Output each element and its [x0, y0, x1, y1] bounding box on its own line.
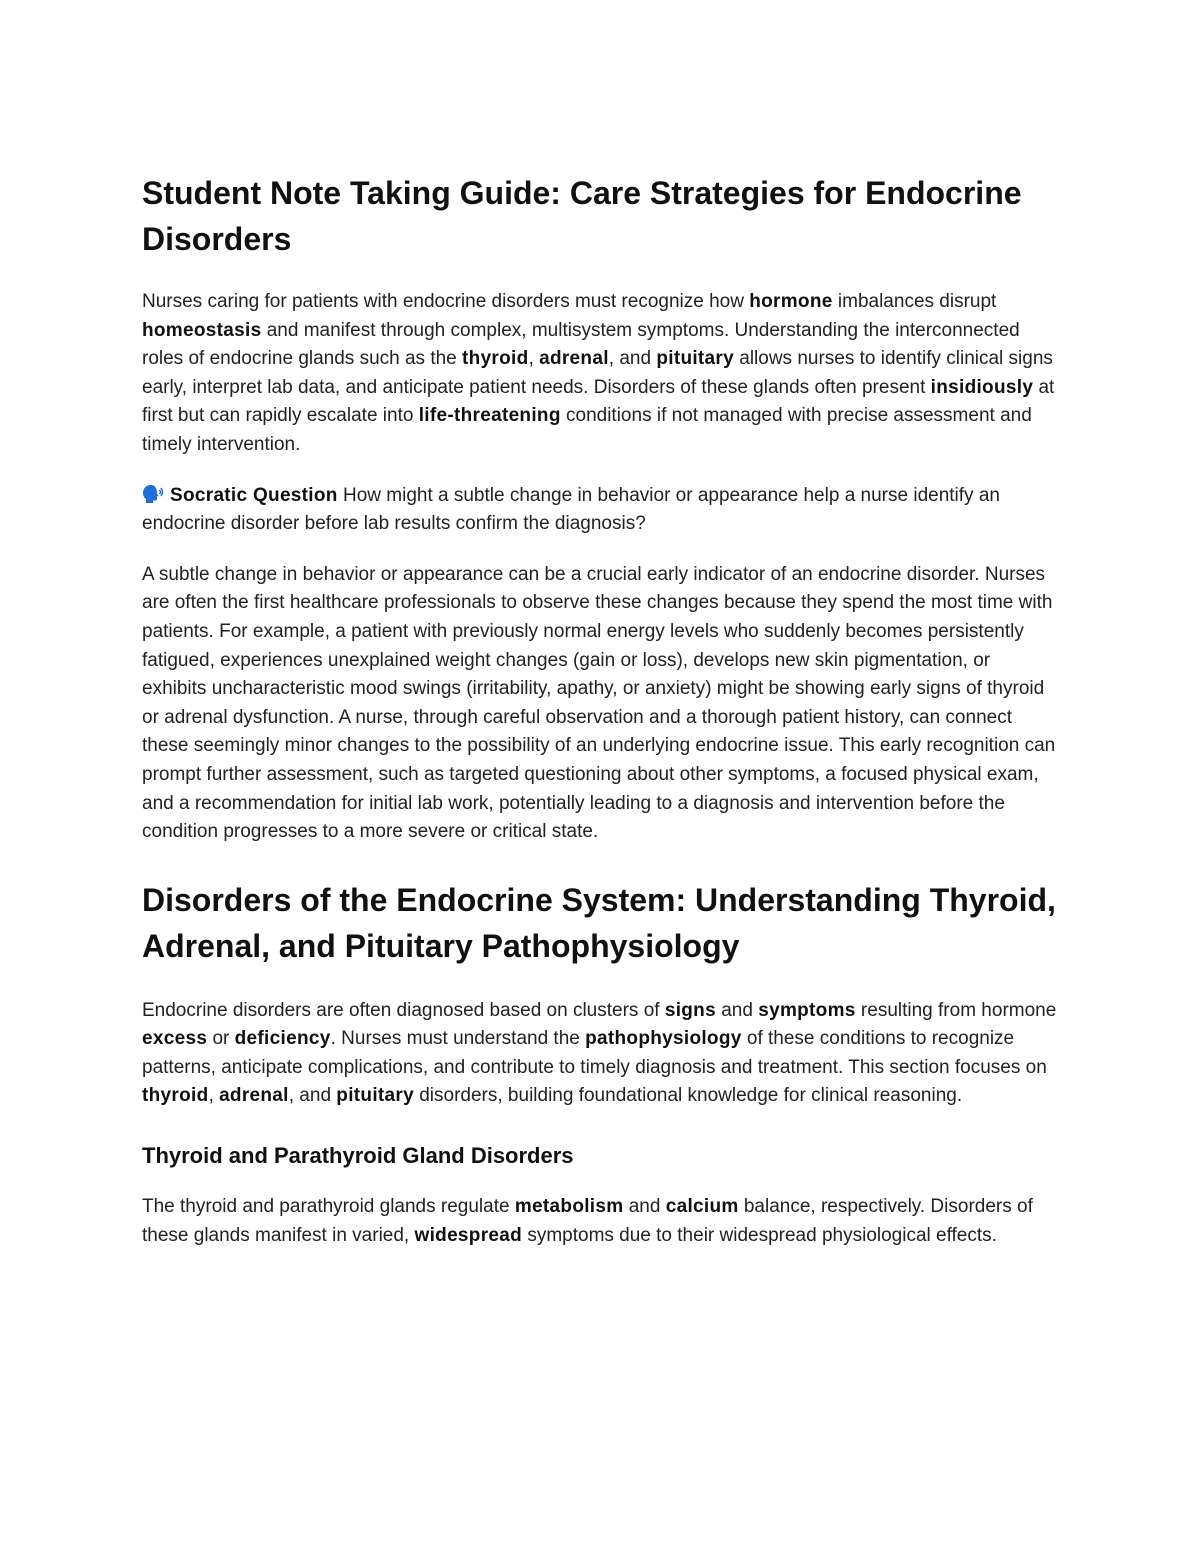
keyword-metabolism: metabolism [514, 1196, 624, 1218]
keyword-homeostasis: homeostasis [142, 319, 262, 341]
intro-text-6: allows nurses to identify clinical signs early, interpret lab data, and anticipate patient needs. Disorders of these glands often present [142, 348, 1053, 398]
keyword-life-threatening: life-threatening [418, 405, 561, 427]
section3-paragraph [142, 1193, 1058, 1250]
speaking-head-icon [142, 484, 164, 504]
s2-text-6: of these conditions to recognize patterns, anticipate complications, and contribute to timely diagnosis and treatment. This section focuses on [142, 1028, 1047, 1078]
intro-text-8: conditions if not managed with precise assessment and timely intervention. [142, 405, 1032, 455]
keyword-hormone: hormone [749, 291, 833, 312]
socratic-question [142, 482, 1058, 539]
keyword-pathophysiology: pathophysiology [585, 1028, 742, 1050]
intro-text-4: , [528, 348, 540, 370]
s3-text-4: symptoms due to their widespread physiological effects. [522, 1224, 997, 1246]
keyword-thyroid-2: thyroid [142, 1085, 209, 1107]
keyword-adrenal: adrenal [539, 348, 609, 370]
keyword-pituitary-2: pituitary [336, 1085, 414, 1107]
section2-paragraph [142, 997, 1058, 1111]
s2-text-3: resulting from hormone [855, 999, 1057, 1021]
socratic-answer: A subtle change in behavior or appearance can be a crucial early indicator of an endocrine disorder. Nurses are often the first healthcare professionals to observe these changes because they spend the most time with patients. For example, a patient with previously normal energy levels who suddenly becomes persistently fatigued, experiences unexplained weight changes (gain or loss), develops new skin pigmentation, or exhibits uncharacteristic mood swings (irritability, apathy, or anxiety) might be showing early signs of thyroid or adrenal dysfunction. A nurse, through careful observation and a thorough patient history, can connect these seemingly minor changes to the possibility of an underlying endocrine issue. This early recognition can prompt further assessment, such as targeted questioning about other symptoms, a focused physical exam, and a recommendation for initial lab work, potentially leading to a diagnosis and intervention before the condition progresses to a more severe or critical state. [142, 563, 1056, 843]
intro-text-1: Nurses caring for patients with endocrine disorders must recognize how [142, 291, 750, 312]
socratic-label: Socratic Question [170, 484, 338, 506]
keyword-excess: excess [142, 1028, 208, 1050]
keyword-calcium: calcium [665, 1196, 739, 1218]
intro-text-7: at first but can rapidly escalate into [142, 376, 1055, 427]
s2-text-1: Endocrine disorders are often diagnosed based on clusters of [142, 999, 665, 1021]
s3-text-3: balance, respectively. Disorders of these glands manifest in varied, [142, 1196, 1033, 1246]
socratic-text: How might a subtle change in behavior or appearance help a nurse identify an endocrine disorder before lab results confirm the diagnosis? [142, 484, 1000, 535]
document-title: Student Note Taking Guide: Care Strategies for Endocrine Disorders [142, 175, 1022, 257]
s2-text-7: , [208, 1085, 220, 1107]
keyword-adrenal-2: adrenal [219, 1085, 289, 1107]
keyword-deficiency: deficiency [234, 1028, 331, 1050]
s3-text-2: and [623, 1196, 666, 1218]
s2-text-9: disorders, building foundational knowledge for clinical reasoning. [413, 1085, 963, 1107]
s2-text-4: or [207, 1028, 235, 1050]
intro-text-2: imbalances disrupt [832, 291, 997, 312]
intro-text-3: and manifest through complex, multisystem symptoms. Understanding the interconnected roles of endocrine glands such as the [142, 319, 1020, 370]
keyword-thyroid: thyroid [462, 348, 529, 370]
keyword-signs: signs [664, 999, 716, 1021]
intro-paragraph [142, 288, 1058, 460]
s2-text-8: , and [288, 1085, 337, 1107]
keyword-pituitary: pituitary [656, 348, 734, 370]
s3-text-1: The thyroid and parathyroid glands regulate [142, 1196, 515, 1218]
s2-text-5: . Nurses must understand the [330, 1028, 586, 1050]
keyword-widespread: widespread [414, 1224, 523, 1246]
keyword-symptoms: symptoms [758, 999, 856, 1021]
section-heading-endocrine-disorders: Disorders of the Endocrine System: Understanding Thyroid, Adrenal, and Pituitary Pathophysiology [142, 881, 1056, 964]
keyword-insidiously: insidiously [930, 376, 1034, 398]
s2-text-2: and [715, 999, 759, 1021]
intro-text-5: , and [608, 348, 657, 370]
section-heading-thyroid-parathyroid: Thyroid and Parathyroid Gland Disorders [142, 1143, 574, 1169]
